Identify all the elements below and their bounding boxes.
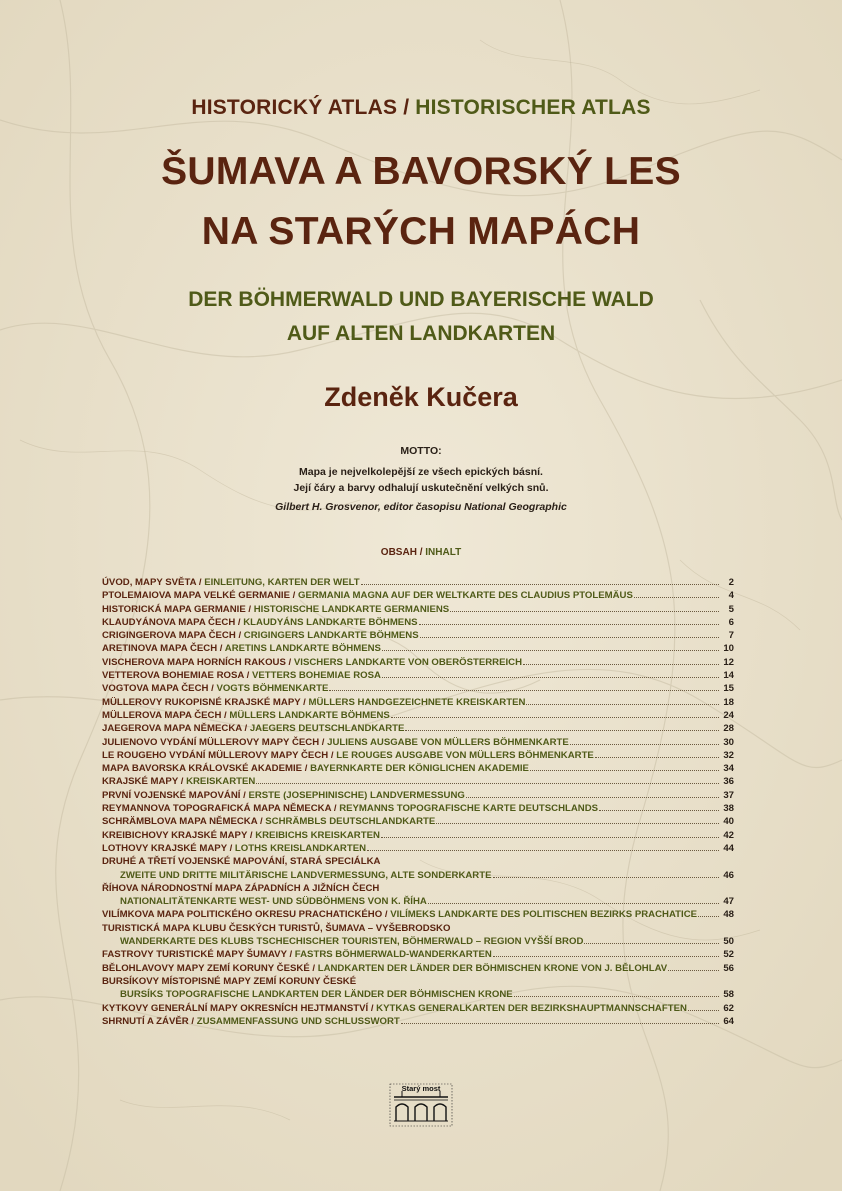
toc-entry-de: VISCHERS LANDKARTE VON OBERÖSTERREICH: [293, 656, 523, 668]
toc-entry-title: [120, 895, 427, 908]
toc-entry-title: [102, 709, 390, 722]
toc-entry-de: LOTHS KREISLANDKARTEN: [234, 842, 367, 854]
toc-entry-page: 40: [723, 816, 734, 828]
toc-entry-cz: KYTKOVY GENERÁLNÍ MAPY OKRESNÍCH HEJTMANSTVÍ: [102, 1002, 369, 1014]
toc-entry-page: 34: [723, 763, 734, 775]
toc-entry-cz: REYMANNOVA TOPOGRAFICKÁ MAPA NĚMECKA: [102, 803, 332, 815]
toc-entry-cz: PRVNÍ VOJENSKÉ MAPOVÁNÍ: [102, 789, 241, 801]
title-line-1: ŠUMAVA A BAVORSKÝ LES: [161, 150, 681, 193]
toc-entry-title: [102, 842, 366, 855]
toc-entry-cz: VISCHEROVA MAPA HORNÍCH RAKOUS: [102, 656, 286, 668]
toc-entry: [102, 722, 734, 735]
toc-entry-title: [102, 576, 360, 589]
toc-entry: [102, 736, 734, 749]
toc-entry-de: KLAUDYÁNS LANDKARTE BÖHMENS: [243, 616, 418, 628]
toc-entry-separator: /: [240, 789, 249, 801]
toc-entry-page: 5: [728, 603, 734, 615]
toc-entry-title: [102, 669, 381, 682]
toc-entry-separator: /: [289, 590, 298, 602]
toc-entry-title: [102, 749, 594, 762]
toc-leader-dots: [367, 850, 719, 851]
toc-entry-title: [102, 948, 492, 961]
publisher-logo-text: Starý most: [401, 1084, 441, 1093]
toc-entry-de: KREISKARTEN: [186, 776, 256, 788]
toc-entry-de: EINLEITUNG, KARTEN DER WELT: [204, 577, 360, 588]
toc-entry-separator: /: [217, 643, 225, 655]
toc-entry-cz: VILÍMKOVA MAPA POLITICKÉHO OKRESU PRACHATICKÉHO: [102, 909, 383, 921]
toc-leader-dots: [419, 624, 719, 625]
toc-entry: [102, 882, 734, 895]
toc-entry-separator: /: [319, 736, 328, 748]
toc-entry: [102, 642, 734, 655]
toc-entry-de: LE ROUGES AUSGABE VON MÜLLERS BÖHMENKARTE: [336, 749, 594, 761]
toc-entry-page: 37: [723, 789, 734, 801]
toc-entry-page: 2: [728, 577, 734, 588]
toc-entry: [102, 749, 734, 762]
toc-entry-title: [102, 855, 380, 868]
toc-entry-cz: FASTROVY TURISTICKÉ MAPY ŠUMAVY: [102, 949, 287, 961]
toc-entry-page: 4: [728, 590, 734, 602]
toc-entry: [102, 696, 734, 709]
toc-entry-title: [102, 642, 381, 655]
toc-heading-de: INHALT: [425, 547, 462, 558]
toc-entry-title: [120, 869, 492, 882]
toc-entry: [102, 576, 734, 589]
toc-entry-separator: /: [196, 577, 205, 588]
toc-entry-de: MÜLLERS HANDGEZEICHNETE KREISKARTEN: [308, 696, 526, 708]
toc-entry: [102, 869, 734, 882]
toc-entry-title: [120, 935, 583, 948]
toc-entry: [102, 656, 734, 669]
toc-entry-de: VILÍMEKS LANDKARTE DES POLITISCHEN BEZIRKS PRACHATICE: [390, 909, 698, 921]
toc-entry-separator: /: [285, 656, 294, 668]
supertitle-separator: /: [397, 96, 416, 119]
toc-entry-separator: /: [241, 723, 250, 735]
toc-entry-page: 28: [723, 723, 734, 735]
toc-entry-de: CRIGINGERS LANDKARTE BÖHMENS: [243, 630, 419, 642]
toc-entry: [102, 842, 734, 855]
toc-entry-de: VETTERS BOHEMIAE ROSA: [251, 670, 381, 682]
toc-entry-page: 10: [723, 643, 734, 655]
toc-leader-dots: [595, 757, 719, 758]
toc-entry: [102, 603, 734, 616]
toc-entry-cz: LE ROUGEHO VYDÁNÍ MÜLLEROVY MAPY ČECH: [102, 749, 329, 761]
toc-heading-separator: /: [416, 547, 426, 558]
toc-entry-page: 7: [728, 630, 734, 642]
toc-leader-dots: [381, 837, 719, 838]
toc-entry: [102, 1015, 734, 1028]
toc-entry-page: 42: [723, 829, 734, 841]
toc-entry-de: BAYERNKARTE DER KÖNIGLICHEN AKADEMIE: [310, 763, 529, 775]
toc-leader-dots: [523, 664, 719, 665]
toc-heading: [0, 547, 842, 558]
toc-entry: [102, 789, 734, 802]
toc-entry-separator: /: [243, 670, 252, 682]
subtitle-line-1: DER BÖHMERWALD UND BAYERISCHE WALD: [188, 288, 654, 311]
toc-entry-cz: LOTHOVY KRAJSKÉ MAPY: [102, 842, 227, 854]
toc-entry-cz: VETTEROVA BOHEMIAE ROSA: [102, 670, 244, 682]
toc-entry-title: [102, 616, 418, 629]
toc-entry-cz: TURISTICKÁ MAPA KLUBU ČESKÝCH TURISTŮ, ŠUMAVA – VYŠEBRODSKO: [102, 922, 451, 934]
toc-entry-de: HISTORISCHE LANDKARTE GERMANIENS: [253, 603, 450, 615]
toc-entry-de: LANDKARTEN DER LÄNDER DER BÖHMISCHEN KRONE VON J. BĚLOHLAV: [317, 962, 668, 974]
motto-line-1: Mapa je nejvelkolepější ze všech epických básní.: [299, 466, 543, 478]
toc-entry-cz: HISTORICKÁ MAPA GERMANIE: [102, 603, 246, 615]
toc-leader-dots: [382, 650, 719, 651]
toc-entry-separator: /: [247, 829, 256, 841]
toc-entry: [102, 908, 734, 921]
toc-entry-separator: /: [286, 949, 295, 961]
toc-leader-dots: [450, 611, 719, 612]
toc-entry-title: [102, 802, 598, 815]
toc-entry-title: [102, 736, 569, 749]
title-line-2: NA STARÝCH MAPÁCH: [201, 210, 641, 253]
toc-entry-de: VOGTS BÖHMENKARTE: [216, 683, 329, 695]
toc-entry: [102, 975, 734, 988]
toc-entry-title: [102, 589, 633, 602]
toc-entry-page: 18: [723, 696, 734, 708]
toc-leader-dots: [584, 943, 719, 944]
toc-entry-de: WANDERKARTE DES KLUBS TSCHECHISCHER TOURISTEN, BÖHMERWALD – REGION VYŠŠÍ BROD: [120, 936, 584, 948]
toc-entry-page: 48: [723, 909, 734, 921]
toc-entry-page: 36: [723, 776, 734, 788]
toc-entry: [102, 829, 734, 842]
toc-entry-separator: /: [309, 962, 318, 974]
toc-entry-title: [102, 922, 450, 935]
toc-entry: [102, 669, 734, 682]
toc-entry-separator: /: [245, 603, 254, 615]
toc-entry: [102, 709, 734, 722]
toc-entry-page: 44: [723, 842, 734, 854]
toc-entry-separator: /: [368, 1002, 377, 1014]
toc-entry-title: [102, 696, 525, 709]
toc-entry-separator: /: [331, 803, 340, 815]
toc-entry-cz: ÚVOD, MAPY SVĚTA: [102, 577, 197, 588]
toc-entry: [102, 948, 734, 961]
supertitle: [0, 96, 842, 120]
toc-entry-page: 52: [723, 949, 734, 961]
toc-entry-separator: /: [235, 616, 244, 628]
toc-entry-separator: /: [226, 842, 235, 854]
toc-entry: [102, 682, 734, 695]
toc-leader-dots: [436, 823, 719, 824]
toc-entry-cz: BĚLOHLAVOVY MAPY ZEMÍ KORUNY ČESKÉ: [102, 962, 310, 974]
toc-entry-cz: MÜLLEROVA MAPA ČECH: [102, 709, 222, 721]
toc-entry-page: 58: [723, 989, 734, 1001]
toc-entry: [102, 962, 734, 975]
toc-leader-dots: [698, 916, 719, 917]
toc-entry-cz: ARETINOVA MAPA ČECH: [102, 643, 218, 655]
supertitle-de: HISTORISCHER ATLAS: [415, 96, 651, 119]
toc-entry-de: KYTKAS GENERALKARTEN DER BEZIRKSHAUPTMANNSCHAFTEN: [376, 1002, 687, 1014]
toc-leader-dots: [688, 1010, 719, 1011]
toc-entry-page: 47: [723, 896, 734, 908]
toc-entry: [102, 895, 734, 908]
toc-entry: [102, 922, 734, 935]
toc-entry-de: ZWEITE UND DRITTE MILITÄRISCHE LANDVERMESSUNG, ALTE SONDERKARTE: [120, 869, 492, 881]
toc-leader-dots: [420, 637, 719, 638]
toc-entry-de: SCHRÄMBLS DEUTSCHLANDKARTE: [265, 816, 436, 828]
toc-entry-de: ERSTE (JOSEPHINISCHE) LANDVERMESSUNG: [248, 789, 465, 801]
toc-entry-cz: BURSÍKOVY MÍSTOPISNÉ MAPY ZEMÍ KORUNY ČESKÉ: [102, 975, 357, 987]
toc-leader-dots: [391, 717, 719, 718]
toc-entry: [102, 589, 734, 602]
toc-entry-page: 30: [723, 736, 734, 748]
toc-entry-separator: /: [382, 909, 391, 921]
toc-entry-title: [102, 603, 449, 616]
toc-entry-cz: SHRNUTÍ A ZÁVĚR: [102, 1015, 189, 1027]
toc-entry-cz: PTOLEMAIOVA MAPA VELKÉ GERMANIE: [102, 590, 290, 602]
toc-entry-title: [102, 815, 435, 828]
toc-entry-de: MÜLLERS LANDKARTE BÖHMENS: [229, 709, 390, 721]
toc-entry-title: [102, 629, 419, 642]
toc-entry-separator: /: [300, 696, 309, 708]
table-of-contents: [102, 576, 734, 1028]
toc-leader-dots: [361, 584, 719, 585]
toc-leader-dots: [428, 903, 719, 904]
toc-leader-dots: [256, 783, 719, 784]
toc-entry-title: [102, 908, 697, 921]
toc-entry-page: 12: [723, 656, 734, 668]
toc-entry-separator: /: [257, 816, 266, 828]
toc-entry-cz: JAEGEROVA MAPA NĚMECKA: [102, 723, 242, 735]
toc-entry-title: [102, 762, 529, 775]
toc-entry-cz: MÜLLEROVY RUKOPISNÉ KRAJSKÉ MAPY: [102, 696, 301, 708]
toc-entry-title: [102, 656, 522, 669]
author-name: Zdeněk Kučera: [324, 382, 518, 412]
toc-entry: [102, 802, 734, 815]
toc-entry: [102, 762, 734, 775]
toc-entry: [102, 855, 734, 868]
toc-entry-cz: KRAJSKÉ MAPY: [102, 776, 179, 788]
toc-heading-cz: OBSAH: [380, 547, 417, 558]
toc-entry-de: KREIBICHS KREISKARTEN: [255, 829, 380, 841]
toc-entry: [102, 988, 734, 1001]
toc-entry: [102, 616, 734, 629]
toc-entry-cz: DRUHÉ A TŘETÍ VOJENSKÉ MAPOVÁNÍ, STARÁ SPECIÁLKA: [102, 856, 381, 868]
toc-entry-de: NATIONALITÄTENKARTE WEST- UND SÜDBÖHMENS VON K. ŘÍHA: [120, 896, 427, 908]
motto-citation: Gilbert H. Grosvenor, editor časopisu National Geographic: [275, 501, 567, 513]
toc-entry-page: 64: [723, 1015, 734, 1027]
toc-entry-cz: KREIBICHOVY KRAJSKÉ MAPY: [102, 829, 248, 841]
toc-entry-separator: /: [188, 1015, 197, 1027]
toc-leader-dots: [599, 810, 719, 811]
toc-entry-cz: ŘÍHOVA NÁRODNOSTNÍ MAPA ZÁPADNÍCH A JIŽNÍCH ČECH: [102, 882, 380, 894]
toc-entry-separator: /: [208, 683, 217, 695]
toc-leader-dots: [405, 730, 719, 731]
toc-entry-title: [102, 722, 404, 735]
toc-entry-de: GERMANIA MAGNA AUF DER WELTKARTE DES CLAUDIUS PTOLEMÄUS: [297, 590, 633, 602]
toc-entry-title: [102, 775, 255, 788]
toc-leader-dots: [514, 996, 719, 997]
toc-leader-dots: [493, 956, 719, 957]
toc-entry-title: [120, 988, 513, 1001]
toc-leader-dots: [329, 690, 719, 691]
toc-entry-title: [102, 829, 380, 842]
toc-entry-title: [102, 1015, 400, 1028]
toc-entry-page: 24: [723, 709, 734, 721]
toc-entry-page: 50: [723, 936, 734, 948]
toc-entry-cz: VOGTOVA MAPA ČECH: [102, 683, 209, 695]
toc-leader-dots: [401, 1023, 719, 1024]
toc-entry-page: 62: [723, 1002, 734, 1014]
toc-entry-de: JAEGERS DEUTSCHLANDKARTE: [249, 723, 405, 735]
toc-leader-dots: [466, 797, 719, 798]
toc-entry-de: FASTRS BÖHMERWALD-WANDERKARTEN: [294, 949, 492, 961]
toc-entry-page: 15: [723, 683, 734, 695]
toc-entry-de: BURSÍKS TOPOGRAFISCHE LANDKARTEN DER LÄNDER DER BÖHMISCHEN KRONE: [120, 989, 513, 1001]
toc-entry-cz: JULIENOVO VYDÁNÍ MÜLLEROVY MAPY ČECH: [102, 736, 320, 748]
toc-leader-dots: [526, 704, 719, 705]
toc-entry-title: [102, 682, 328, 695]
toc-entry-cz: SCHRÄMBLOVA MAPA NĚMECKA: [102, 816, 258, 828]
toc-entry: [102, 815, 734, 828]
toc-entry-de: ARETINS LANDKARTE BÖHMENS: [224, 643, 381, 655]
toc-entry-separator: /: [302, 763, 311, 775]
toc-leader-dots: [668, 970, 719, 971]
toc-entry: [102, 935, 734, 948]
toc-entry-separator: /: [221, 709, 230, 721]
toc-leader-dots: [530, 770, 719, 771]
toc-entry-separator: /: [328, 749, 337, 761]
toc-entry-title: [102, 1002, 687, 1015]
toc-entry-cz: CRIGINGEROVA MAPA ČECH: [102, 630, 236, 642]
toc-entry: [102, 629, 734, 642]
toc-entry-separator: /: [235, 630, 244, 642]
supertitle-cz: HISTORICKÝ ATLAS: [191, 96, 398, 119]
toc-entry-title: [102, 975, 356, 988]
toc-entry-page: 38: [723, 803, 734, 815]
subtitle-line-2: AUF ALTEN LANDKARTEN: [286, 322, 556, 345]
toc-entry-de: REYMANNS TOPOGRAFISCHE KARTE DEUTSCHLANDS: [339, 803, 599, 815]
toc-leader-dots: [570, 744, 719, 745]
toc-leader-dots: [493, 877, 720, 878]
toc-entry-title: [102, 789, 465, 802]
toc-entry-page: 56: [723, 962, 734, 974]
motto-heading: MOTTO:: [400, 445, 442, 457]
toc-entry-page: 6: [728, 616, 734, 628]
toc-entry-de: ZUSAMMENFASSUNG UND SCHLUSSWORT: [196, 1015, 400, 1027]
toc-entry-title: [102, 882, 379, 895]
toc-entry-page: 14: [723, 670, 734, 682]
toc-entry-title: [102, 962, 667, 975]
toc-entry-cz: MAPA BAVORSKA KRÁLOVSKÉ AKADEMIE: [102, 763, 303, 775]
toc-entry-cz: KLAUDYÁNOVA MAPA ČECH: [102, 616, 236, 628]
toc-entry-page: 46: [723, 869, 734, 881]
toc-entry: [102, 775, 734, 788]
toc-entry-de: JULIENS AUSGABE VON MÜLLERS BÖHMENKARTE: [327, 736, 569, 748]
toc-entry-separator: /: [178, 776, 187, 788]
toc-leader-dots: [634, 597, 719, 598]
motto-line-2: Její čáry a barvy odhalují uskutečnění velkých snů.: [293, 482, 549, 494]
toc-entry: [102, 1002, 734, 1015]
toc-entry-page: 32: [723, 749, 734, 761]
toc-leader-dots: [382, 677, 719, 678]
